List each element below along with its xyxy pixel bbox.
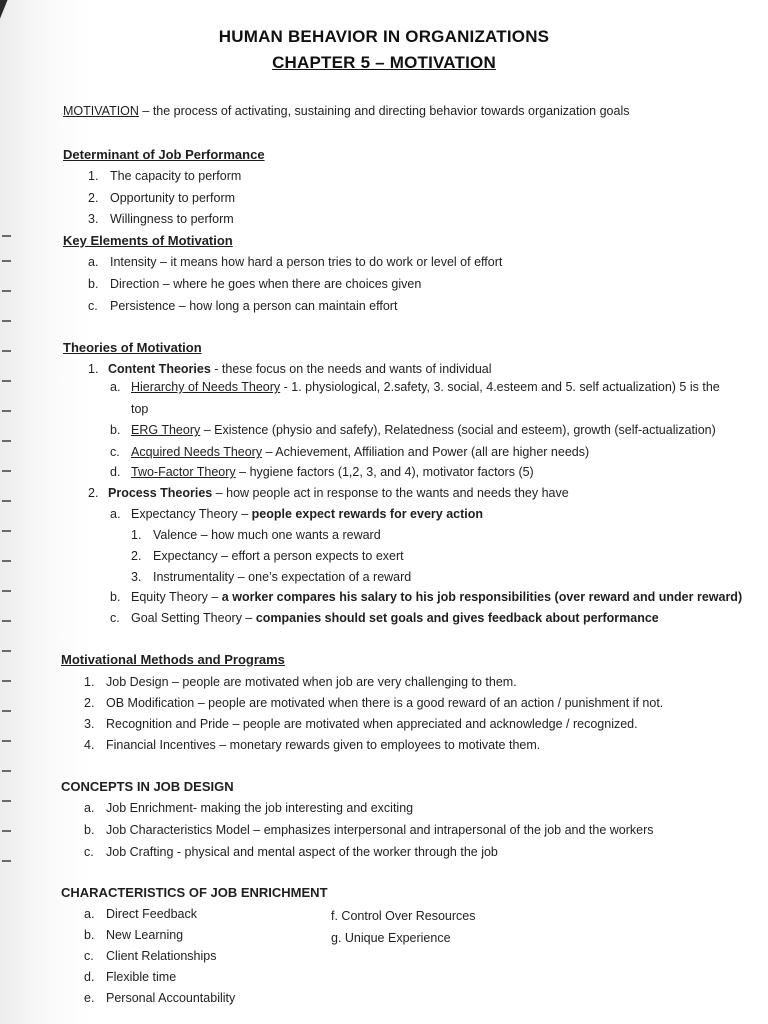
list-item: Instrumentality – one’s expectation of a reward: [153, 570, 412, 584]
list-marker: d.: [110, 465, 121, 479]
chapter-title: CHAPTER 5 – MOTIVATION: [272, 53, 496, 72]
theory-text: Goal Setting Theory –: [131, 611, 256, 625]
list-marker: 4.: [84, 738, 95, 752]
list-item: [131, 379, 720, 395]
theory-emphasis: a worker compares his salary to his job responsibilities (over reward and under reward): [221, 590, 743, 604]
list-item: Persistence – how long a person can maintain effort: [110, 299, 398, 313]
list-marker: b.: [88, 277, 99, 291]
theory-text: - 1. physiological, 2.safety, 3. social, 4.esteem and 5. self actualization) 5 is the: [280, 380, 720, 394]
list-marker: 1.: [88, 362, 99, 376]
list-item: [131, 464, 534, 480]
methods-heading: Motivational Methods and Programs: [61, 652, 285, 667]
list-item: Opportunity to perform: [110, 191, 236, 205]
content-theories-label: Content Theories: [108, 362, 211, 376]
list-item: The capacity to perform: [110, 169, 242, 183]
concepts-heading: CONCEPTS IN JOB DESIGN: [61, 779, 234, 794]
theories-heading: Theories of Motivation: [63, 340, 202, 355]
theory-text: Expectancy Theory –: [131, 507, 252, 521]
process-theories-desc: – how people act in response to the wants and needs they have: [212, 486, 569, 500]
list-item: [131, 506, 483, 522]
list-item: [131, 422, 716, 438]
list-item: Job Enrichment- making the job interesting and exciting: [106, 801, 414, 815]
list-marker: 3.: [131, 570, 142, 584]
list-item: f. Control Over Resources: [331, 909, 476, 923]
theory-text: – hygiene factors (1,2, 3, and 4), motivator factors (5): [235, 465, 534, 479]
list-item: Expectancy – effort a person expects to exert: [153, 549, 404, 563]
theory-name: ERG Theory: [131, 423, 201, 437]
list-item: Flexible time: [106, 970, 177, 984]
theory-text: – Achievement, Affiliation and Power (all are higher needs): [262, 445, 590, 459]
list-marker: a.: [110, 380, 121, 394]
process-theories-label: Process Theories: [108, 486, 213, 500]
list-item: Job Crafting - physical and mental aspect of the worker through the job: [106, 845, 498, 859]
list-marker: 2.: [88, 486, 99, 500]
list-item: Valence – how much one wants a reward: [153, 528, 381, 542]
theory-emphasis: companies should set goals and gives feedback about performance: [255, 611, 659, 625]
list-marker: 1.: [84, 675, 95, 689]
list-item: Job Characteristics Model – emphasizes interpersonal and intrapersonal of the job and the workers: [106, 823, 654, 837]
list-item: [131, 589, 742, 605]
list-marker: 2.: [84, 696, 95, 710]
list-item: Recognition and Pride – people are motivated when appreciated and acknowledge / recognized.: [106, 717, 638, 731]
list-item-continuation: top: [131, 402, 149, 416]
list-item: [131, 610, 659, 626]
list-marker: 1.: [88, 169, 99, 183]
list-item: OB Modification – people are motivated when there is a good reward of an action / punishment if not.: [106, 696, 664, 710]
list-item: Personal Accountability: [106, 991, 236, 1005]
list-item: Willingness to perform: [110, 212, 234, 226]
list-item: [131, 444, 589, 460]
list-marker: c.: [110, 445, 120, 459]
theory-name: Hierarchy of Needs Theory: [131, 380, 281, 394]
theory-text: – Existence (physio and safefy), Relatedness (social and esteem), growth (self-actualization): [200, 423, 716, 437]
theory-name: Two-Factor Theory: [131, 465, 236, 479]
motivation-definition: [63, 103, 630, 119]
theory-text: Equity Theory –: [131, 590, 222, 604]
content-theories-desc: - these focus on the needs and wants of individual: [210, 362, 492, 376]
motivation-term: MOTIVATION: [63, 104, 139, 118]
determinant-heading: Determinant of Job Performance: [63, 147, 265, 162]
list-item: Client Relationships: [106, 949, 217, 963]
theory-name: Acquired Needs Theory: [131, 445, 263, 459]
list-marker: 3.: [88, 212, 99, 226]
list-marker: d.: [84, 970, 95, 984]
list-marker: e.: [84, 991, 95, 1005]
motivation-text: – the process of activating, sustaining and directing behavior towards organization goals: [138, 104, 630, 118]
list-item: g. Unique Experience: [331, 931, 451, 945]
list-item: Direct Feedback: [106, 907, 198, 921]
list-marker: 1.: [131, 528, 142, 542]
list-marker: b.: [110, 590, 121, 604]
list-marker: b.: [84, 823, 95, 837]
list-marker: b.: [84, 928, 95, 942]
list-marker: 2.: [88, 191, 99, 205]
document-title: HUMAN BEHAVIOR IN ORGANIZATIONS: [218, 27, 550, 46]
list-item: Direction – where he goes when there are choices given: [110, 277, 422, 291]
list-marker: c.: [88, 299, 98, 313]
list-marker: 2.: [131, 549, 142, 563]
list-marker: c.: [110, 611, 120, 625]
list-marker: b.: [110, 423, 121, 437]
enrichment-heading: CHARACTERISTICS OF JOB ENRICHMENT: [61, 885, 328, 900]
list-marker: a.: [84, 801, 95, 815]
process-theories: [108, 485, 569, 501]
list-marker: a.: [84, 907, 95, 921]
list-marker: c.: [84, 845, 94, 859]
list-item: Job Design – people are motivated when job are very challenging to them.: [106, 675, 517, 689]
list-item: New Learning: [106, 928, 184, 942]
key-elements-heading: Key Elements of Motivation: [63, 233, 233, 248]
theory-emphasis: people expect rewards for every action: [251, 507, 484, 521]
list-marker: c.: [84, 949, 94, 963]
list-marker: 3.: [84, 717, 95, 731]
list-marker: a.: [88, 255, 99, 269]
list-item: Intensity – it means how hard a person tries to do work or level of effort: [110, 255, 503, 269]
content-theories: [108, 361, 492, 377]
list-marker: a.: [110, 507, 121, 521]
list-item: Financial Incentives – monetary rewards given to employees to motivate them.: [106, 738, 541, 752]
